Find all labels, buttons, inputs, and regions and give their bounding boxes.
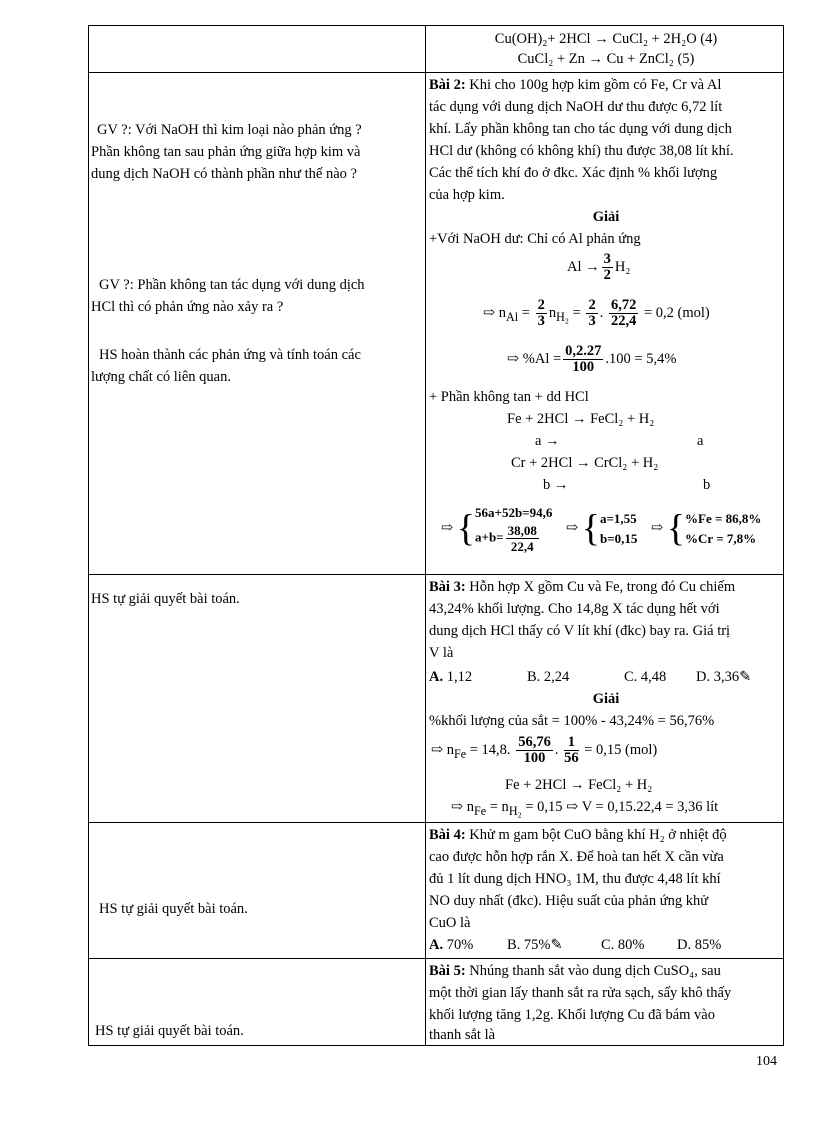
bai2-line5: Các thể tích khí đo ở đkc. Xác định % khối lượng [429, 165, 718, 181]
bai4-option-b: B. 75%✎ [507, 937, 563, 953]
bai4-line1: Bài 4: Khử m gam bột CuO bằng khí H₂ ở nhiệt độ [429, 827, 727, 843]
row-divider [89, 72, 783, 73]
bai2-cr-moles-right: b [703, 477, 711, 493]
bai3-end-divider [89, 822, 783, 823]
hs-note-1: HS hoàn thành các phản ứng và tính toán các [99, 347, 361, 363]
column-divider [425, 26, 426, 1045]
bai2-reaction-cr: Cr + 2HCl → CrCl₂ + H₂ [511, 455, 659, 471]
bai2-line3: khí. Lấy phần không tan cho tác dụng với dung dịch [429, 121, 732, 137]
bai4-option-c: C. 80% [601, 937, 645, 953]
bai5-label: Bài 5: [429, 963, 466, 979]
bai5-line1: Bài 5: Nhúng thanh sắt vào dung dịch CuSO₄, sau [429, 963, 721, 979]
bai3-label: Bài 3: [429, 579, 466, 595]
bai4-line5: CuO là [429, 915, 471, 931]
gv-question-2-line2: HCl thì có phản ứng nào xảy ra ? [91, 299, 284, 315]
bai3-line1: Bài 3: Hỗn hợp X gồm Cu và Fe, trong đó Cu chiếm [429, 579, 736, 595]
lesson-table [88, 25, 784, 1046]
bai2-line6: của hợp kim. [429, 187, 505, 203]
bai3-option-a: A. 1,12 [429, 669, 473, 685]
bai2-system: ⇨ { 56a+52b=94,6 a+b= $\frac{38,08}{22,4}$ ⇨ { a=1,55 b=0,15 ⇨ { %Fe = 86,8% %Cr = 7,8% [441, 505, 762, 555]
gv-question-1-line3: dung dịch NaOH có thành phần như thế nào ? [91, 166, 357, 182]
bai2-step2: Al → $\frac{3}{2}$ H₂ [567, 251, 631, 284]
bai3-step1: %khối lượng của sắt = 100% - 43,24% = 56,76% [429, 713, 715, 729]
gv-question-1-line2: Phần không tan sau phản ứng giữa hợp kim và [91, 144, 361, 160]
bai2-reaction-fe: Fe + 2HCl → FeCl₂ + H₂ [507, 411, 655, 427]
hs-note-3: HS tự giải quyết bài toán. [99, 901, 248, 917]
bai2-label: Bài 2: [429, 77, 466, 93]
bai3-result: ⇨ $n_{Fe} = n_{H_2} = 0,15$ ⇨ V = 0,15.22,4 = 3,36 lít [451, 799, 719, 818]
bai2-line2: tác dụng với dung dịch NaOH dư thu được 6,72 lít [429, 99, 723, 115]
bai3-option-b: B. 2,24 [527, 669, 570, 685]
bai2-line1: Bài 2: Khi cho 100g hợp kim gồm có Fe, Cr và Al [429, 77, 722, 93]
bai4-line2: cao được hỗn hợp rắn X. Để hoà tan hết X cần vừa [429, 849, 724, 865]
bai2-step4: ⇨ %Al = $\frac{0,2.27}{100}$ .100 = 5,4% [507, 343, 677, 376]
bai4-option-d: D. 85% [677, 937, 722, 953]
page-number: 104 [756, 1054, 777, 1069]
bai2-cr-moles-left: b → [543, 477, 569, 493]
equation-5: CuCl₂ + Zn → Cu + ZnCl₂ (5) [517, 51, 695, 67]
bai2-line4: HCl dư (không có không khí) thu được 38,08 lít khí. [429, 143, 734, 159]
bai4-end-divider [89, 958, 783, 959]
equation-4: Cu(OH)₂+ 2HCl → CuCl₂ + 2H₂O (4) [494, 31, 718, 47]
bai4-line4: NO duy nhất (đkc). Hiệu suất của phản ứng khử [429, 893, 709, 909]
hs-note-2: HS tự giải quyết bài toán. [91, 591, 240, 607]
bai5-line3: khối lượng tăng 1,2g. Khối lượng Cu đã bám vào [429, 1007, 715, 1023]
bai2-step3: ⇨ $n_{Al}$ = $\frac{2}{3}$ $n_{H_2}$ = $\frac{2}{3}$ . $\frac{6,72}{22,4}$ = 0,2 (mol) [483, 297, 710, 330]
gv-question-2: GV ?: Phần không tan tác dụng với dung dịch [99, 277, 365, 293]
gv-question-1: GV ?: Với NaOH thì kim loại nào phản ứng ? [97, 122, 362, 138]
bai5-line4: thanh sắt là [429, 1027, 496, 1043]
pencil-icon: ✎ [739, 669, 752, 685]
bai2-step1: +Với NaOH dư: Chỉ có Al phản ứng [429, 231, 641, 247]
bai2-fe-moles-right: a [697, 433, 704, 449]
bai3-line4: V là [429, 645, 454, 661]
bai3-line3: dung dịch HCl thấy có V lít khí (đkc) bay ra. Giá trị [429, 623, 731, 639]
bai4-option-a: A. 70% [429, 937, 474, 953]
bai3-option-c: C. 4,48 [624, 669, 667, 685]
bai3-reaction: Fe + 2HCl → FeCl₂ + H₂ [505, 777, 653, 793]
hs-note-1-line2: lượng chất có liên quan. [91, 369, 231, 385]
bai3-line2: 43,24% khối lượng. Cho 14,8g X tác dụng hết với [429, 601, 720, 617]
bai2-end-divider [89, 574, 783, 575]
bai3-step2: ⇨ $n_{Fe} = 14,8$. $\frac{56,76}{100}$ . $\frac{1}{56}$ = 0,15 (mol) [431, 734, 658, 767]
bai2-step5: + Phần không tan + dd HCl [429, 389, 589, 405]
hs-note-4: HS tự giải quyết bài toán. [95, 1023, 244, 1039]
bai2-fe-moles-left: a → [535, 433, 560, 449]
pencil-icon: ✎ [550, 937, 563, 953]
bai4-line3: đủ 1 lít dung dịch HNO₃ 1M, thu được 4,48 lít khí [429, 871, 721, 887]
bai3-option-d: D. 3,36✎ [696, 669, 752, 685]
bai2-giai: Giải [592, 209, 620, 225]
bai5-line2: một thời gian lấy thanh sắt ra rửa sạch, sấy khô thấy [429, 985, 732, 1001]
bai4-label: Bài 4: [429, 827, 466, 843]
bai3-giai: Giải [592, 691, 620, 707]
